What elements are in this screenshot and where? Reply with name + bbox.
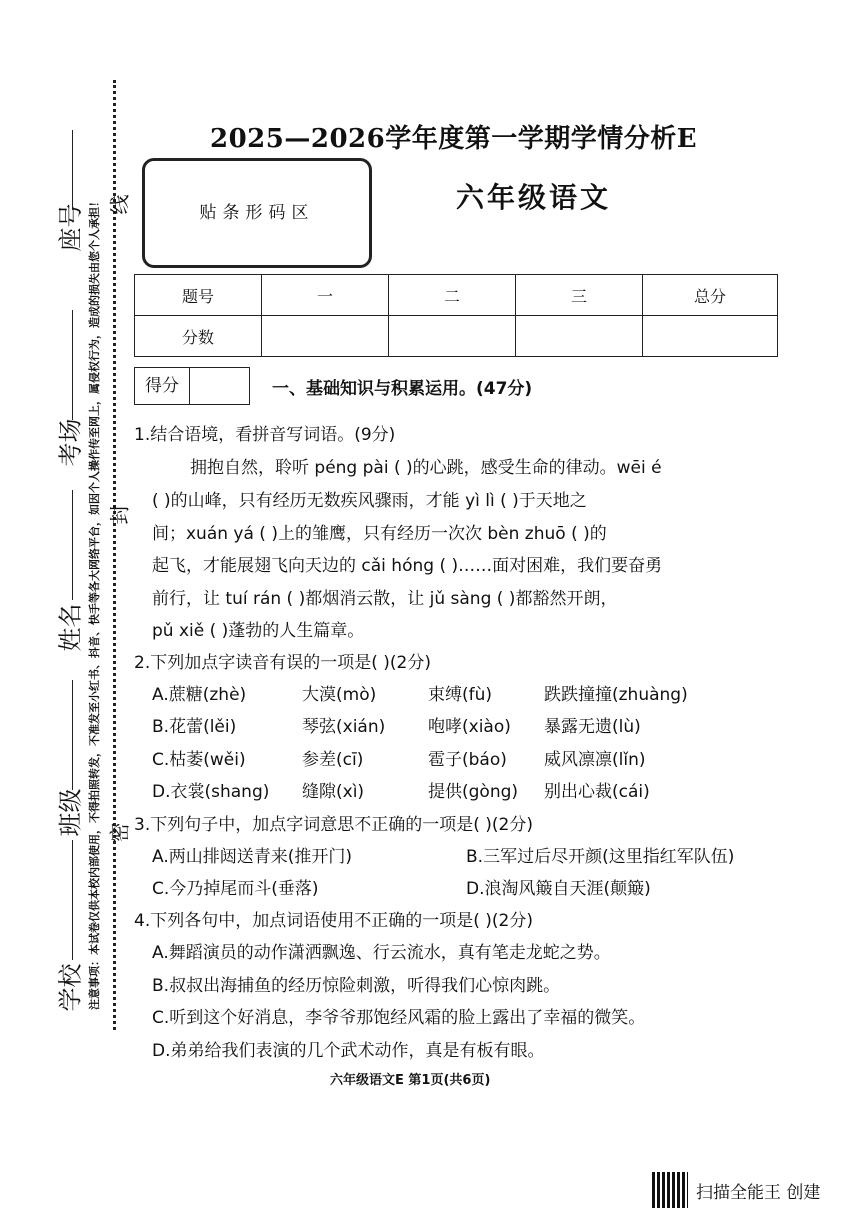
q2-option: 琴弦(xián) (302, 717, 386, 737)
section-heading: 一、基础知识与积累运用。(47分) (272, 379, 533, 399)
q2-option: C.枯萎(wěi) (152, 750, 246, 770)
q1-line: 拥抱自然，聆听 péng pài ( )的心跳，感受生命的律动。wēi é (190, 458, 662, 478)
q4-option: D.弟弟给我们表演的几个武术动作，真是有板有眼。 (152, 1041, 545, 1061)
q3-option: C.今乃掉尾而斗(垂落) (152, 879, 319, 899)
barcode-area (142, 158, 372, 268)
q1-line: pǔ xiě ( )蓬勃的人生篇章。 (152, 621, 365, 641)
q2-option: 提供(gòng) (428, 782, 519, 802)
score-cell: 三 (516, 275, 643, 316)
q2-option: 大漠(mò) (302, 685, 377, 705)
q4-option: B.叔叔出海捕鱼的经历惊险刺激，听得我们心惊肉跳。 (152, 976, 561, 996)
score-row-label: 分数 (135, 316, 262, 357)
q1-line: ( )的山峰，只有经历无数疾风骤雨，才能 yì lì ( )于天地之 (152, 491, 587, 511)
q1-line: 起飞，才能展翅飞向天边的 cǎi hóng ( )……面对困难，我们要奋勇 (152, 556, 663, 576)
exam-title: 2025—2026学年度第一学期学情分析E (210, 124, 698, 154)
section-score-box (134, 367, 250, 405)
exam-room-underline (72, 310, 73, 420)
q2-option: 雹子(báo) (428, 750, 507, 770)
q1-line: 前行，让 tuí rán ( )都烟消云散，让 jǔ sàng ( )都豁然开朗， (152, 589, 618, 609)
score-blank[interactable] (516, 316, 643, 357)
q2-stem: 2.下列加点字读音有误的一项是( )(2分) (134, 653, 431, 673)
q2-option: D.衣裳(shang) (152, 782, 270, 802)
score-table (134, 274, 778, 357)
name-label: 姓名 (56, 603, 85, 652)
name-underline (72, 490, 73, 600)
barcode-label: 贴条形码区 (199, 203, 315, 223)
seat-label: 座号 (56, 203, 85, 252)
q2-option: 参差(cī) (302, 750, 364, 770)
q2-option: B.花蕾(lěi) (152, 717, 237, 737)
score-table-header-row (135, 275, 778, 316)
q3-option: D.浪淘风簸自天涯(颠簸) (466, 879, 651, 899)
binding-line-dotted (113, 80, 116, 1030)
q1-line: 间；xuán yá ( )上的雏鹰，只有经历一次次 bèn zhuō ( )的 (152, 524, 607, 544)
q4-stem: 4.下列各句中，加点词语使用不正确的一项是( )(2分) (134, 911, 533, 931)
score-cell: 总分 (643, 275, 778, 316)
q2-option: 咆哮(xiào) (428, 717, 511, 737)
score-cell: 一 (262, 275, 389, 316)
q2-option: 别出心裁(cái) (544, 782, 650, 802)
page-footer: 六年级语文E 第1页(共6页) (330, 1073, 491, 1088)
q2-option: 跌跌撞撞(zhuàng) (544, 685, 688, 705)
seal-char-line: 线 (107, 194, 132, 215)
q4-option: A.舞蹈演员的动作潇洒飘逸、行云流水，真有笔走龙蛇之势。 (152, 943, 611, 963)
seal-char-secret: 密 (107, 822, 132, 843)
q2-option: 缝隙(xì) (302, 782, 365, 802)
q2-option: 束缚(fù) (428, 685, 493, 705)
scanner-watermark: 扫描全能王 创建 (696, 1183, 821, 1203)
qr-code-icon (652, 1172, 688, 1208)
class-label: 班级 (56, 788, 85, 837)
school-label: 学校 (56, 963, 85, 1012)
q1-stem: 1.结合语境，看拼音写词语。(9分) (134, 425, 396, 445)
score-blank[interactable] (643, 316, 778, 357)
binding-note: 注意事项：本试卷仅供本校内部使用，不得拍照转发，不准发至小红书、抖音、快手等各大网络平台，如因个人操作传至网上，属侵权行为，造成的损失由您个人承担！ (88, 196, 101, 1010)
seal-char-seal: 封 (107, 504, 132, 525)
q2-option: 暴露无遗(lù) (544, 717, 641, 737)
section-score-label: 得分 (135, 368, 190, 404)
q3-option: B.三军过后尽开颜(这里指红军队伍) (466, 847, 735, 867)
school-underline (72, 840, 73, 960)
seat-underline (72, 130, 73, 210)
score-cell: 二 (389, 275, 516, 316)
q3-option: A.两山排闼送青来(推开门) (152, 847, 352, 867)
q2-option: 威风凛凛(lǐn) (544, 750, 646, 770)
score-blank[interactable] (389, 316, 516, 357)
q2-option: A.蔗糖(zhè) (152, 685, 247, 705)
score-table-score-row (135, 316, 778, 357)
class-underline (72, 680, 73, 790)
score-blank[interactable] (262, 316, 389, 357)
q4-option: C.听到这个好消息，李爷爷那饱经风霜的脸上露出了幸福的微笑。 (152, 1008, 646, 1028)
exam-subtitle: 六年级语文 (456, 181, 612, 214)
q3-stem: 3.下列句子中，加点字词意思不正确的一项是( )(2分) (134, 815, 533, 835)
score-cell: 题号 (135, 275, 262, 316)
exam-room-label: 考场 (56, 418, 85, 467)
